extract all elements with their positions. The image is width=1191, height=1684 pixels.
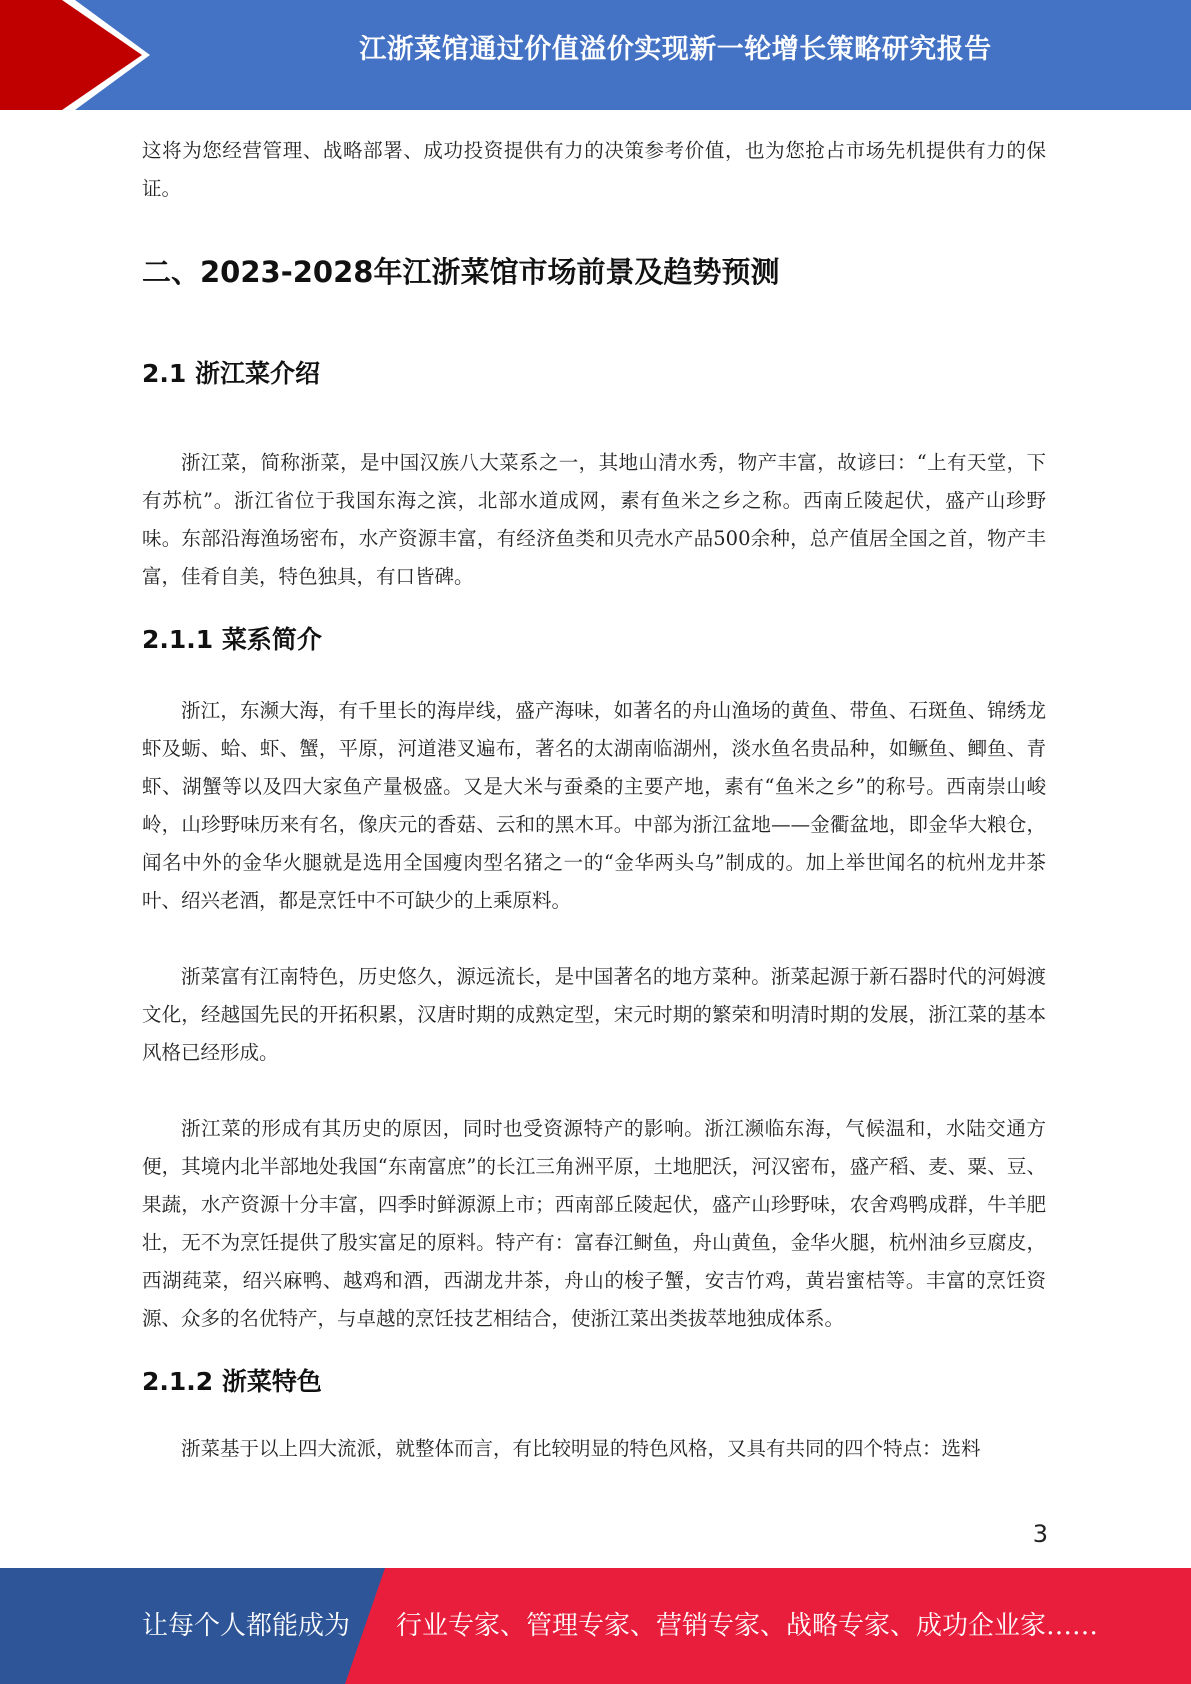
footer-slogan-left: 让每个人都能成为 (142, 1611, 351, 1641)
report-footer (0, 1568, 1191, 1684)
body-paragraph: 浙菜基于以上四大流派，就整体而言，有比较明显的特色风格，又具有共同的四个特点：选料 (181, 1437, 981, 1460)
intro-paragraph: 这将为您经营管理、战略部署、成功投资提供有力的决策参考价值，也为您抢占市场先机提供有力的保证。 (142, 139, 1046, 200)
subsection-paragraph: 浙江菜，简称浙菜，是中国汉族八大菜系之一，其地山清水秀，物产丰富，故谚曰：“上有天堂，下有苏杭”。浙江省位于我国东海之滨，北部水道成网，素有鱼米之乡之称。西南丘陵起伏，盛产山珍野味。东部沿海渔场密布，水产资源丰富，有经济鱼类和贝壳水产品500余种，总产值居全国之首，物产丰富，佳肴自美，特色独具，有口皆碑。 (142, 451, 1046, 588)
section-title: 二、2023-2028年江浙菜馆市场前景及趋势预测 (142, 255, 780, 289)
subsubsection-title-2: 2.1.2 浙菜特色 (142, 1367, 322, 1396)
footer-slogan-right: 行业专家、管理专家、营销专家、战略专家、成功企业家…… (396, 1611, 1099, 1641)
body-paragraph: 浙菜富有江南特色，历史悠久，源远流长，是中国著名的地方菜种。浙菜起源于新石器时代的河姆渡文化，经越国先民的开拓积累，汉唐时期的成熟定型，宋元时期的繁荣和明清时期的发展，浙江菜的基本风格已经形成。 (142, 965, 1046, 1064)
subsubsection-title-1: 2.1.1 菜系简介 (142, 625, 322, 654)
report-header (0, 0, 1191, 110)
body-paragraph: 浙江菜的形成有其历史的原因，同时也受资源特产的影响。浙江濒临东海，气候温和，水陆交通方便，其境内北半部地处我国“东南富庶”的长江三角洲平原，土地肥沃，河汉密布，盛产稻、麦、粟、豆、果蔬，水产资源十分丰富，四季时鲜源源上市；西南部丘陵起伏，盛产山珍野味，农舍鸡鸭成群，牛羊肥壮，无不为烹饪提供了殷实富足的原料。特产有：富春江鲥鱼，舟山黄鱼，金华火腿，杭州油乡豆腐皮，西湖莼菜，绍兴麻鸭、越鸡和酒，西湖龙井茶，舟山的梭子蟹，安吉竹鸡，黄岩蜜桔等。丰富的烹饪资源、众多的名优特产，与卓越的烹饪技艺相结合，使浙江菜出类拔萃地独成体系。 (142, 1117, 1046, 1330)
body-paragraph: 浙江，东濒大海，有千里长的海岸线，盛产海味，如著名的舟山渔场的黄鱼、带鱼、石斑鱼、锦绣龙虾及蛎、蛤、虾、蟹，平原，河道港叉遍布，著名的太湖南临湖州，淡水鱼名贵品种，如鳜鱼、鲫鱼、青虾、湖蟹等以及四大家鱼产量极盛。又是大米与蚕桑的主要产地，素有“鱼米之乡”的称号。西南崇山峻岭，山珍野味历来有名，像庆元的香菇、云和的黑木耳。中部为浙江盆地——金衢盆地，即金华大粮仓，闻名中外的金华火腿就是选用全国瘦肉型名猪之一的“金华两头乌”制成的。加上举世闻名的杭州龙井茶叶、绍兴老酒，都是烹饪中不可缺少的上乘原料。 (142, 699, 1046, 912)
page-content (142, 132, 1046, 1468)
subsection-title: 2.1 浙江菜介绍 (142, 359, 320, 388)
page-number: 3 (1032, 1520, 1048, 1548)
report-title: 江浙菜馆通过价值溢价实现新一轮增长策略研究报告 (359, 34, 992, 65)
